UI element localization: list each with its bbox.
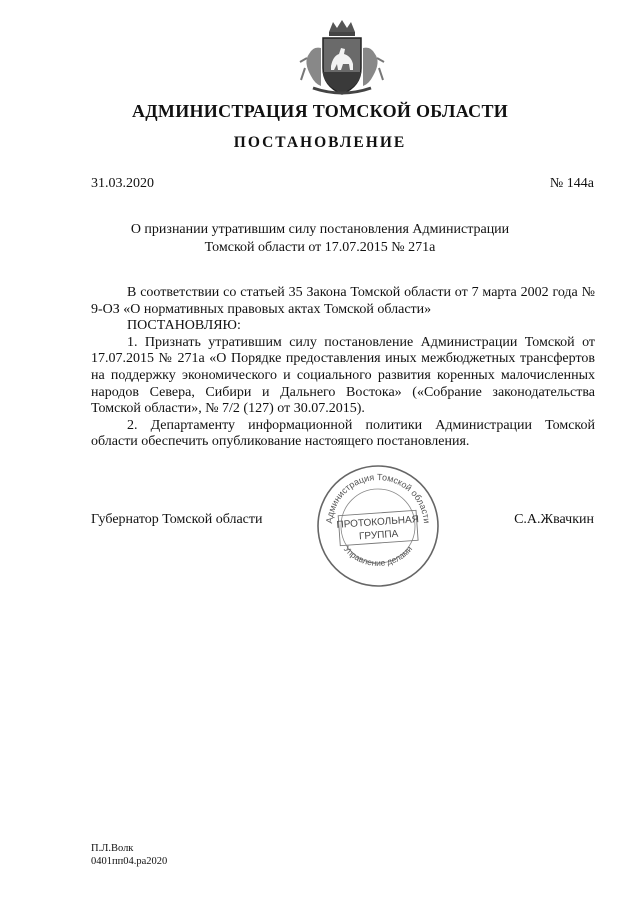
signer-title: Губернатор Томской области: [91, 512, 263, 527]
coat-of-arms-icon: [299, 18, 385, 98]
document-body: [91, 285, 595, 451]
document-number: № 144а: [549, 176, 594, 191]
subject-line-2: Томской области от 17.07.2015 № 271а: [204, 240, 436, 255]
document-kind: ПОСТАНОВЛЕНИЕ: [233, 134, 407, 151]
stamp-center-line-2: ГРУППА: [358, 528, 399, 543]
stamp-center-line-1: ПРОТОКОЛЬНАЯ: [336, 514, 420, 531]
subject-line-1: О признании утратившим силу постановления Администрации: [130, 222, 510, 237]
item-2-paragraph: 2. Департаменту информационной политики Администрации Томской области обеспечить опубликование настоящего постановления.: [91, 417, 595, 450]
executor-code: 0401пп04.ра2020: [91, 856, 168, 867]
item-1-paragraph: 1. Признать утратившим силу постановление Администрации Томской от 17.07.2015 № 271а «О Порядке предоставления иных межбюджетных трансфертов на поддержку экономического и социального развития коренных малочисленных народов Севера, Сибири и Дальнего Востока» («Собрание законодательства Томской области», № 7/2 (127) от 30.07.2015).: [91, 334, 595, 417]
organization-title: АДМИНИСТРАЦИЯ ТОМСКОЙ ОБЛАСТИ: [131, 101, 509, 121]
stamp-ring-text: Администрация Томской области: [324, 471, 432, 524]
official-stamp: [314, 463, 442, 589]
executor-block: [91, 842, 167, 868]
stamp-ring-text-bottom: Управление делами: [341, 543, 415, 568]
preamble-paragraph: В соответствии со статьей 35 Закона Томской области от 7 марта 2002 года № 9-ОЗ «О нормативных правовых актах Томской области»: [91, 285, 595, 317]
signer-name: С.А.Жвачкин: [514, 512, 594, 527]
resolve-heading: ПОСТАНОВЛЯЮ:: [127, 318, 241, 334]
executor-name: П.Л.Волк: [91, 843, 134, 854]
document-subject: [0, 221, 640, 257]
document-date: 31.03.2020: [91, 176, 154, 191]
